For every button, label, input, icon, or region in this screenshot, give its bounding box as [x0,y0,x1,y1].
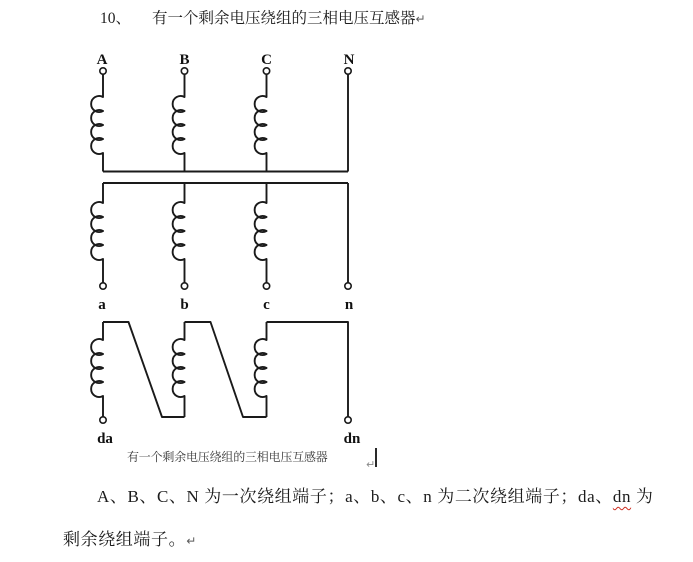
cursor-hook-icon: ↵ [366,458,376,471]
question-text: 有一个剩余电压绕组的三相电压互感器 [152,10,416,27]
terminal-label-C: C [261,52,272,68]
secondary-winding [91,183,354,313]
terminal-node-C [263,68,269,74]
terminal-label-b: b [180,297,189,313]
terminal-node-N [345,68,351,74]
residual-coil-c [255,322,267,417]
terminal-label-c: c [263,297,270,313]
terminal-node-n [345,283,351,289]
terminal-node-B [181,68,187,74]
body-text-line2: 剩余绕组端子。 [63,530,187,549]
terminal-label-N: N [343,52,355,68]
figure-caption[interactable]: 有一个剩余电压绕组的三相电压互感器 [127,450,328,464]
primary-winding [91,52,354,172]
primary-coil-c [255,75,267,172]
terminal-label-da: da [97,431,113,447]
terminal-label-dn: dn [343,431,361,447]
body-text-segment2: 为 [631,487,654,506]
terminal-label-B: B [179,52,190,68]
residual-coil-b [173,322,185,417]
terminal-label-A: A [96,52,108,68]
terminal-node-dn [345,417,351,423]
primary-coil-a [91,75,103,172]
residual-link-3 [267,322,349,417]
terminal-node-A [100,68,106,74]
body-text-segment1: A、B、C、N 为一次绕组端子；a、b、c、n 为二次绕组端子；da、 [97,487,613,506]
paragraph-mark-icon: ↵ [186,534,197,548]
terminal-label-a: a [98,297,106,313]
primary-coil-b [173,75,185,172]
secondary-coil-c [255,183,267,283]
terminal-node-a [100,283,106,289]
body-paragraph-line1[interactable] [97,486,654,508]
paragraph-mark-icon: ↵ [415,12,426,26]
secondary-coil-a [91,183,103,283]
secondary-coil-b [173,183,185,283]
residual-link-2 [185,322,267,417]
terminal-node-c [263,283,269,289]
residual-coil-a [91,322,103,417]
question-number: 10、 [100,10,132,27]
text-cursor [366,448,377,471]
terminal-node-da [100,417,106,423]
terminal-label-n: n [344,297,354,313]
residual-winding [91,322,361,447]
body-text-dn-misspelled: dn [612,487,632,506]
body-paragraph-line2[interactable] [63,529,197,551]
terminal-node-b [181,283,187,289]
residual-link-1 [103,322,185,417]
